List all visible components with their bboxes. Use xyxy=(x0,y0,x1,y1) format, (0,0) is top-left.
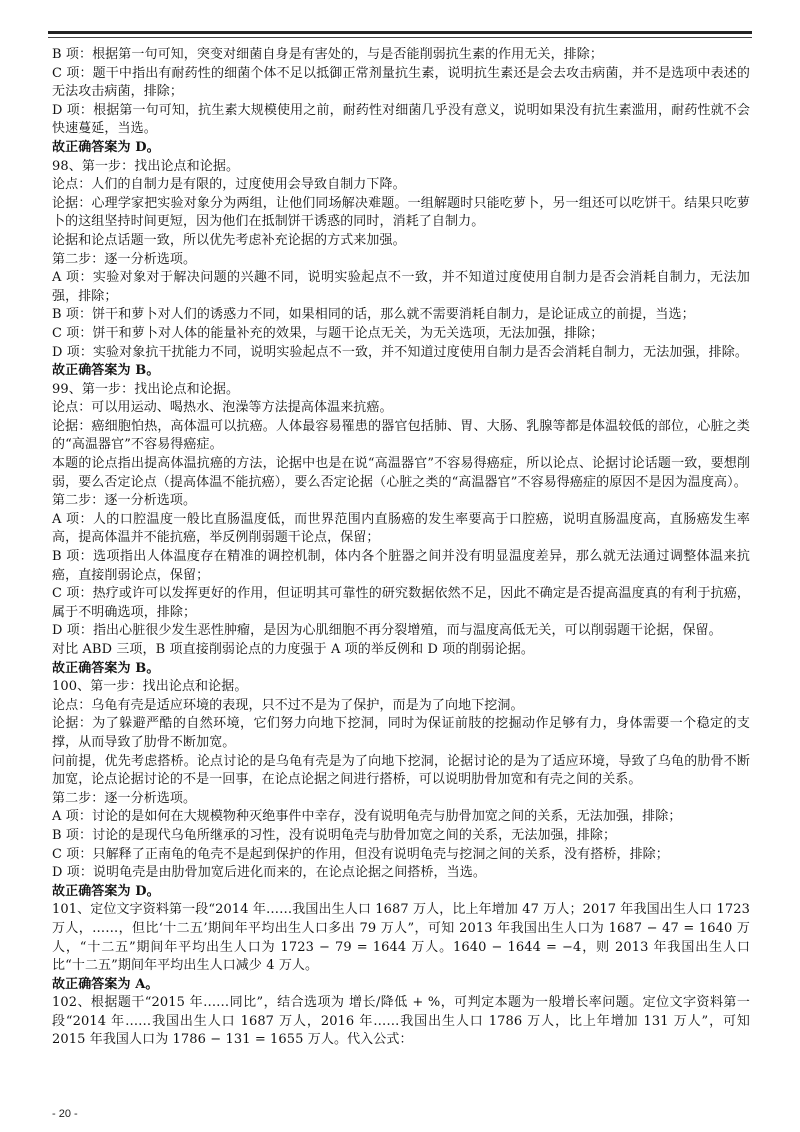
paragraph: B 项：讨论的是现代乌龟所继承的习性，没有说明龟壳与肋骨加宽之间的关系，无法加强，排除； xyxy=(52,827,617,843)
answer-line: 故正确答案为 A。 xyxy=(52,976,159,992)
paragraph: 对比 ABD 三项，B 项直接削弱论点的力度强于 A 项的举反例和 D 项的削弱论据。 xyxy=(52,642,534,657)
answer-line: 故正确答案为 D。 xyxy=(52,139,160,155)
paragraph: C 项：只解释了正南龟的龟壳不是起到保护的作用，但没有说明龟壳与挖洞之间的关系，没有搭桥，排除； xyxy=(52,846,669,862)
answer-line: 故正确答案为 D。 xyxy=(52,883,160,899)
paragraph: C 项：题干中指出有耐药性的细菌个体不足以抵御正常剂量抗生素，说明抗生素还是会去攻击病菌，并不是选项中表述的无法攻击病菌，排除； xyxy=(52,65,750,100)
paragraph: 第二步：逐一分析选项。 xyxy=(52,493,197,509)
paragraph: D 项：说明龟壳是由肋骨加宽后进化而来的，在论点论据之间搭桥，当选。 xyxy=(52,865,486,881)
answer-line: 故正确答案为 B。 xyxy=(52,363,160,379)
paragraph: 论据：为了躲避严酷的自然环境，它们努力向地下挖洞，同时为保证前肢的挖掘动作足够有力，身体需要一个稳定的支撑，从而导致了肋骨不断加宽。 xyxy=(52,716,750,750)
paragraph: 101、定位文字资料第一段“2014 年……我国出生人口 1687 万人，比上年增加 47 万人；2017 年我国出生人口 1723 万人，……，但比‘十二五’期间年平均出生人口多出 79 万人”，可知 2013 年我国出生人口为 1687 − 47 = 1640 万人，“十二五”期间年平均出生人口为 1723 − 79 = 1644 万人。1640 − 1644 = −4，则 2013 年我国出生人口比“十二五”期间年平均出生人口减少 4 万人。 xyxy=(52,902,750,974)
paragraph: 第二步：逐一分析选项。 xyxy=(52,251,197,267)
paragraph: B 项：饼干和萝卜对人们的诱惑力不同，如果相同的话，那么就不需要消耗自制力，是论证成立的前提，当选； xyxy=(52,307,695,323)
paragraph: 100、第一步：找出论点和论据。 xyxy=(52,679,248,695)
header-rule-thin xyxy=(48,37,752,38)
header-rule-thick xyxy=(48,31,752,34)
document-body xyxy=(52,46,750,1050)
paragraph: 论点：可以用运动、喝热水、泡澡等方法提高体温来抗癌。 xyxy=(52,400,393,416)
paragraph: B 项：根据第一句可知，突变对细菌自身是有害处的，与是否能削弱抗生素的作用无关，排除； xyxy=(52,47,603,62)
page-number: - 20 - xyxy=(52,1108,78,1120)
paragraph: D 项：根据第一句可知，抗生素大规模使用之前，耐药性对细菌几乎没有意义，说明如果没有抗生素滥用，耐药性就不会快速蔓延，当选。 xyxy=(52,102,750,137)
paragraph: C 项：热疗或许可以发挥更好的作用，但证明其可靠性的研究数据依然不足，因此不确定是否提高温度真的有利于抗癌，属于不明确选项，排除； xyxy=(52,586,750,620)
paragraph: 问前提，优先考虑搭桥。论点讨论的是乌龟有壳是为了向地下挖洞，论据讨论的是为了适应环境，导致了乌龟的肋骨不断加宽，论点论据讨论的不是一回事，在论点论据之间进行搭桥，可以说明肋骨加宽和有壳之间的关系。 xyxy=(52,753,750,788)
paragraph: A 项：人的口腔温度一般比直肠温度低，而世界范围内直肠癌的发生率要高于口腔癌，说明直肠温度高，直肠癌发生率高，提高体温并不能抗癌，举反例削弱题干论点，保留； xyxy=(52,511,750,546)
paragraph: 论点：人们的自制力是有限的，过度使用会导致自制力下降。 xyxy=(52,177,406,193)
paragraph: D 项：指出心脏很少发生恶性肿瘤，是因为心肌细胞不再分裂增殖，而与温度高低无关，可以削弱题干论据，保留。 xyxy=(52,623,722,639)
paragraph: 本题的论点指出提高体温抗癌的方法，论据中也是在说“高温器官”不容易得癌症，所以论点、论据讨论话题一致，要想削弱，要么否定论点（提高体温不能抗癌），要么否定论据（心脏之类的“高温器官”不容易得癌症的原因不是因为温度高）。 xyxy=(52,456,750,490)
paragraph: 第二步：逐一分析选项。 xyxy=(52,790,197,806)
paragraph: 102、根据题干“2015 年……同比”，结合选项为 增长/降低 + %，可判定本题为一般增长率问题。定位文字资料第一段“2014 年……我国出生人口 1687 万人，2016 年……我国出生人口 1786 万人，比上年增加 131 万人”，可知 2015 年我国人口为 1786 − 131 = 1655 万人。代入公式： xyxy=(52,995,750,1048)
paragraph: B 项：选项指出人体温度存在精准的调控机制，体内各个脏器之间并没有明显温度差异，那么就无法通过调整体温来抗癌，直接削弱论点，保留； xyxy=(52,549,750,583)
paragraph: A 项：实验对象对于解决问题的兴趣不同，说明实验起点不一致，并不知道过度使用自制力是否会消耗自制力，无法加强，排除； xyxy=(52,270,750,304)
paragraph: A 项：讨论的是如何在大规模物种灭绝事件中幸存，没有说明龟壳与肋骨加宽之间的关系，无法加强，排除； xyxy=(52,809,682,825)
paragraph: 论据：癌细胞怕热，高体温可以抗癌。人体最容易罹患的器官包括肺、胃、大肠、乳腺等都是体温较低的部位，心脏之类的“高温器官”不容易得癌症。 xyxy=(52,418,750,453)
paragraph: 98、第一步：找出论点和论据。 xyxy=(52,158,240,174)
paragraph: C 项：饼干和萝卜对人体的能量补充的效果，与题干论点无关，为无关选项，无法加强，排除； xyxy=(52,325,604,341)
answer-line: 故正确答案为 B。 xyxy=(52,660,160,676)
paragraph: 99、第一步：找出论点和论据。 xyxy=(52,381,240,397)
paragraph: 论点：乌龟有壳是适应环境的表现，只不过不是为了保护，而是为了向地下挖洞。 xyxy=(52,697,524,713)
paragraph: 论据：心理学家把实验对象分为两组，让他们同场解决难题。一组解题时只能吃萝卜，另一组还可以吃饼干。结果只吃萝卜的这组坚持时间更短，因为他们在抵制饼干诱惑的同时，消耗了自制力。 xyxy=(52,195,750,230)
paragraph: D 项：实验对象抗干扰能力不同，说明实验起点不一致，并不知道过度使用自制力是否会消耗自制力，无法加强，排除。 xyxy=(52,344,748,360)
paragraph: 论据和论点话题一致，所以优先考虑补充论据的方式来加强。 xyxy=(52,232,406,248)
